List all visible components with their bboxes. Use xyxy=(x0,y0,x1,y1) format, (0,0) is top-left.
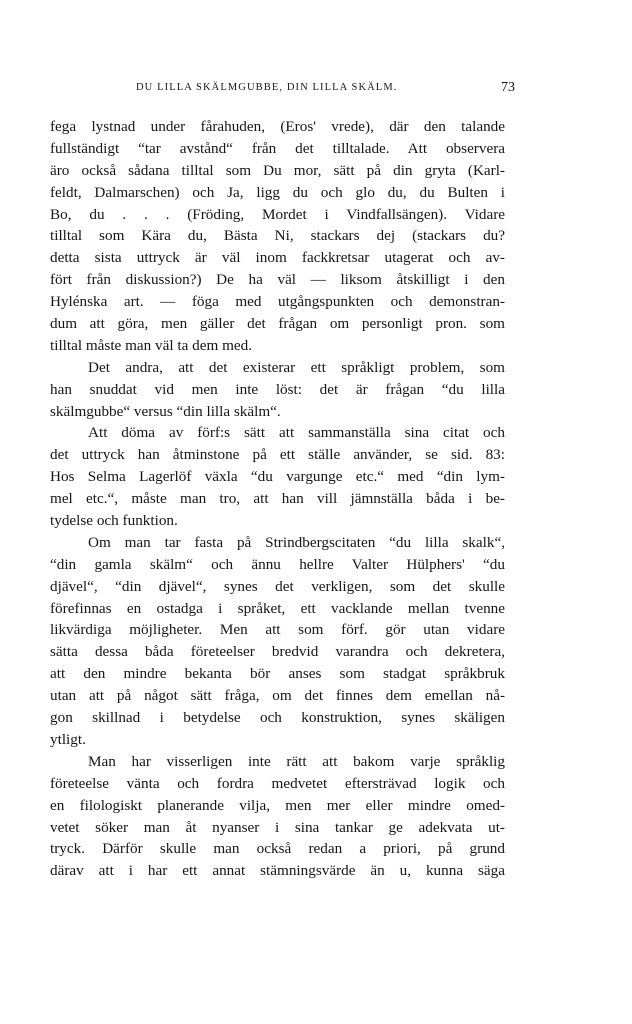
text-line: skälmgubbe“ versus “din lilla skälm“. xyxy=(50,402,281,420)
text-line: fört från diskussion?) De ha väl — liksom åtskilligt i den xyxy=(50,271,505,289)
text-line: likvärdiga möjligheter. Men att som förf. gör utan vidare xyxy=(50,621,505,639)
page-number: 73 xyxy=(501,80,515,95)
text-line: Bo, du . . . (Fröding, Mordet i Vindfallsängen). Vidare xyxy=(50,205,505,223)
text-line: gon skillnad i betydelse och konstruktion, synes skäligen xyxy=(50,709,505,727)
text-line: tryck. Därför skulle man också redan a priori, på grund xyxy=(50,840,505,858)
text-line: företeelse vänta och fordra medvetet eftersträvad logik och xyxy=(50,774,505,792)
text-line: Man har visserligen inte rätt att bakom varje språklig xyxy=(88,752,505,770)
text-line: äro också sådana tilltal som Du mor, sätt på din gryta (Karl- xyxy=(50,161,505,179)
text-line: tilltal måste man väl ta dem med. xyxy=(50,336,253,354)
text-line: tilltal som Kära du, Bästa Ni, stackars dej (stackars du? xyxy=(50,227,505,245)
text-line: Att döma av förf:s sätt att sammanställa sina citat och xyxy=(88,424,505,442)
text-line: han snuddat vid men inte löst: det är frågan “du lilla xyxy=(50,380,505,398)
text-line: att den mindre bekanta bör anses som stadgat språkbruk xyxy=(50,665,505,683)
text-line: tydelse och funktion. xyxy=(50,512,178,530)
text-line: detta sista uttryck är väl inom fackkretsar utagerat och av- xyxy=(50,249,505,267)
text-line: utan att på något sätt fråga, om det finnes dem emellan nå- xyxy=(50,687,505,705)
text-line: “din gamla skälm“ och ännu hellre Valter Hülphers' “du xyxy=(50,555,505,573)
text-line: vetet söker man åt nyanser i sina tankar ge adekvata ut- xyxy=(50,818,505,836)
text-line: ytligt. xyxy=(50,730,86,748)
text-line: dum att göra, men gäller det frågan om personligt pron. som xyxy=(50,315,505,333)
text-line: Om man tar fasta på Strindbergscitaten “du lilla skalk“, xyxy=(88,533,505,551)
running-head: DU LILLA SKÄLMGUBBE, DIN LILLA SKÄLM. xyxy=(136,82,398,93)
text-line: Det andra, att det existerar ett språkligt problem, som xyxy=(88,358,505,376)
text-line: fullständigt “tar avstånd“ från det tilltalade. Att observera xyxy=(50,139,505,157)
text-line: därav att i har ett annat stämningsvärde än u, kunna säga xyxy=(50,862,505,880)
text-line: mel etc.“, måste man tro, att han vill jämnställa båda i be- xyxy=(50,490,505,508)
text-line: en filologiskt planerande vilja, men mer eller mindre omed- xyxy=(50,796,505,814)
text-line: Hos Selma Lagerlöf växla “du vargunge etc.“ med “din lym- xyxy=(50,468,505,486)
text-line: feldt, Dalmarschen) och Ja, ligg du och glo du, du Bulten i xyxy=(50,183,505,201)
text-line: förefinnas en ostadga i språket, ett vacklande mellan tvenne xyxy=(50,599,505,617)
text-line: det uttryck han åtminstone på ett ställe använder, se sid. 83: xyxy=(50,446,505,464)
text-line: Hylénska art. — föga med utgångspunkten och demonstran- xyxy=(50,293,505,311)
text-line: sätta dessa båda företeelser bredvid varandra och dekretera, xyxy=(50,643,505,661)
text-line: fega lystnad under fårahuden, (Eros' vrede), där den talande xyxy=(50,118,505,135)
text-line: djävel“, “din djävel“, synes det verkligen, som det skulle xyxy=(50,577,505,595)
page-header xyxy=(50,82,515,102)
body-text xyxy=(50,116,505,882)
